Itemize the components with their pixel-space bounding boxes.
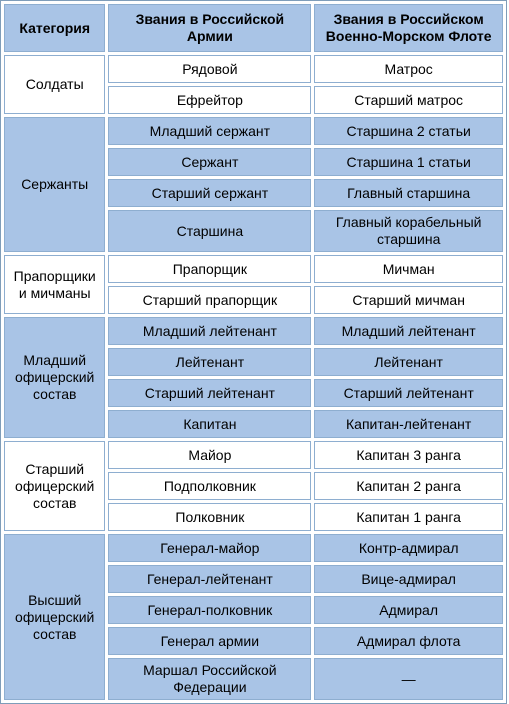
header-navy: Звания в Российском Военно-Морском Флоте: [314, 4, 503, 52]
header-category: Категория: [4, 4, 105, 52]
category-cell: Высший офицерский состав: [4, 534, 105, 700]
navy-rank-cell: Вице-адмирал: [314, 565, 503, 593]
navy-rank-cell: Старший матрос: [314, 86, 503, 114]
army-rank-cell: Сержант: [108, 148, 311, 176]
army-rank-cell: Рядовой: [108, 55, 311, 83]
navy-rank-cell: Контр-адмирал: [314, 534, 503, 562]
army-rank-cell: Генерал-майор: [108, 534, 311, 562]
army-rank-cell: Генерал-лейтенант: [108, 565, 311, 593]
navy-rank-cell: Главный корабельный старшина: [314, 210, 503, 252]
army-rank-cell: Старший лейтенант: [108, 379, 311, 407]
navy-rank-cell: Старшина 2 статьи: [314, 117, 503, 145]
category-cell: Младший офицерский состав: [4, 317, 105, 438]
army-rank-cell: Младший лейтенант: [108, 317, 311, 345]
navy-rank-cell: Капитан 1 ранга: [314, 503, 503, 531]
army-rank-cell: Генерал-полковник: [108, 596, 311, 624]
army-rank-cell: Маршал Российской Федерации: [108, 658, 311, 700]
army-rank-cell: Старший сержант: [108, 179, 311, 207]
army-rank-cell: Капитан: [108, 410, 311, 438]
table-row: [4, 441, 503, 469]
army-rank-cell: Старшина: [108, 210, 311, 252]
navy-rank-cell: Старшина 1 статьи: [314, 148, 503, 176]
army-rank-cell: Подполковник: [108, 472, 311, 500]
navy-rank-cell: Капитан 3 ранга: [314, 441, 503, 469]
category-cell: Прапорщики и мичманы: [4, 255, 105, 314]
navy-rank-cell: Адмирал флота: [314, 627, 503, 655]
table-row: [4, 534, 503, 562]
army-rank-cell: Генерал армии: [108, 627, 311, 655]
navy-rank-cell: —: [314, 658, 503, 700]
army-rank-cell: Майор: [108, 441, 311, 469]
navy-rank-cell: Младший лейтенант: [314, 317, 503, 345]
army-rank-cell: Младший сержант: [108, 117, 311, 145]
header-row: [4, 4, 503, 52]
category-cell: Старший офицерский состав: [4, 441, 105, 531]
army-rank-cell: Лейтенант: [108, 348, 311, 376]
table-row: [4, 255, 503, 283]
table-row: [4, 117, 503, 145]
navy-rank-cell: Главный старшина: [314, 179, 503, 207]
navy-rank-cell: Лейтенант: [314, 348, 503, 376]
category-cell: Солдаты: [4, 55, 105, 114]
army-rank-cell: Прапорщик: [108, 255, 311, 283]
navy-rank-cell: Капитан-лейтенант: [314, 410, 503, 438]
navy-rank-cell: Адмирал: [314, 596, 503, 624]
table-row: [4, 317, 503, 345]
navy-rank-cell: Старший мичман: [314, 286, 503, 314]
table-row: [4, 55, 503, 83]
navy-rank-cell: Капитан 2 ранга: [314, 472, 503, 500]
army-rank-cell: Старший прапорщик: [108, 286, 311, 314]
category-cell: Сержанты: [4, 117, 105, 252]
navy-rank-cell: Матрос: [314, 55, 503, 83]
navy-rank-cell: Мичман: [314, 255, 503, 283]
army-rank-cell: Ефрейтор: [108, 86, 311, 114]
army-rank-cell: Полковник: [108, 503, 311, 531]
navy-rank-cell: Старший лейтенант: [314, 379, 503, 407]
header-army: Звания в Российской Армии: [108, 4, 311, 52]
